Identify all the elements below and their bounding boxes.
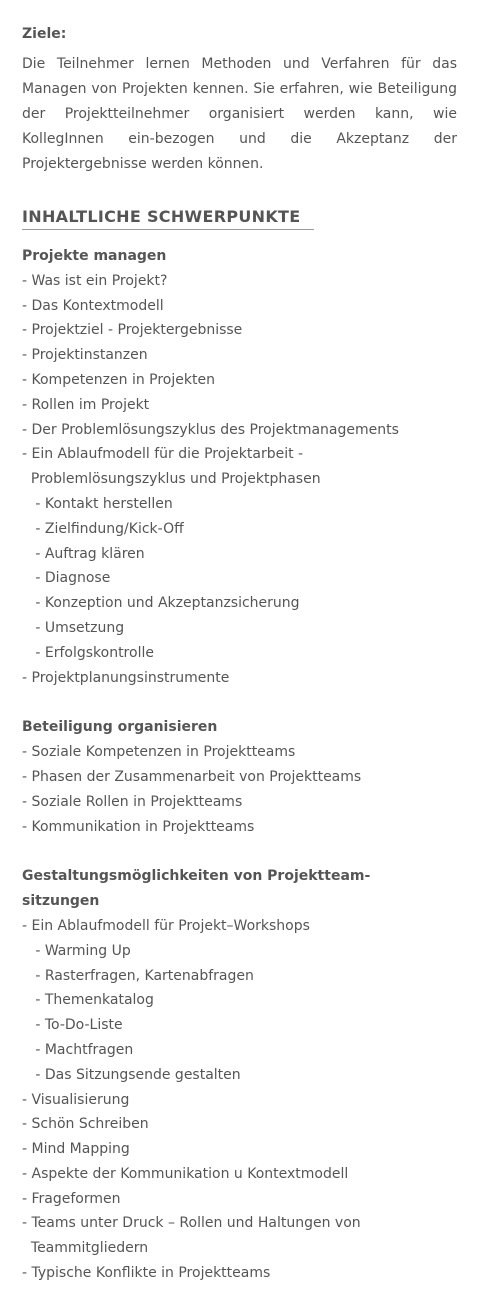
topic-group: [22, 244, 457, 690]
list-item: Problemlösungszyklus und Projektphasen: [22, 471, 321, 488]
list-item: - Frageformen: [22, 1190, 121, 1207]
list-item: - Rasterfragen, Kartenabfragen: [22, 967, 254, 984]
list-item: - Das Kontextmodell: [22, 297, 164, 314]
topic-group: [22, 864, 457, 1286]
list-item: - To-Do-Liste: [22, 1017, 123, 1034]
list-item: Teammitgliedern: [22, 1240, 149, 1257]
list-item: - Mind Mapping: [22, 1141, 130, 1158]
list-item: - Soziale Rollen in Projektteams: [22, 793, 243, 810]
list-item: - Projektziel - Projektergebnisse: [22, 322, 243, 339]
list-item: - Warming Up: [22, 942, 131, 959]
list-item: - Das Sitzungsende gestalten: [22, 1066, 241, 1083]
list-item: - Teams unter Druck – Rollen und Haltungen von: [22, 1215, 361, 1232]
list-item: - Machtfragen: [22, 1041, 134, 1058]
list-item: - Rollen im Projekt: [22, 396, 150, 413]
list-item: - Typische Konflikte in Projektteams: [22, 1265, 271, 1282]
list-item: - Zielfindung/Kick-Off: [22, 520, 184, 537]
group-title: Gestaltungsmöglichkeiten von Projektteam- sitzungen: [22, 868, 371, 910]
list-item: - Diagnose: [22, 570, 111, 587]
list-item: - Soziale Kompetenzen in Projektteams: [22, 744, 296, 761]
list-item: - Themenkatalog: [22, 992, 154, 1009]
list-item: - Ein Ablaufmodell für Projekt–Workshops: [22, 917, 310, 934]
group-title: Projekte managen: [22, 248, 167, 264]
topic-list: [22, 914, 457, 1286]
list-item: - Ein Ablaufmodell für die Projektarbeit -: [22, 446, 304, 463]
goals-text: Die Teilnehmer lernen Methoden und Verfahren für das Managen von Projekten kennen. Sie erfahren, wie Beteiligung der Projektteilnehmer organisiert werden kann, wie KollegInnen ein-bezogen und die Akzeptanz der Projektergebnisse werden können.: [22, 56, 457, 172]
topic-list: [22, 740, 457, 839]
list-item: - Aspekte der Kommunikation u Kontextmodell: [22, 1165, 349, 1182]
list-item: - Projektplanungsinstrumente: [22, 669, 230, 686]
list-item: - Schön Schreiben: [22, 1116, 149, 1133]
list-item: - Der Problemlösungszyklus des Projektmanagements: [22, 421, 399, 438]
topic-group: [22, 715, 457, 839]
list-item: - Erfolgskontrolle: [22, 644, 154, 661]
list-item: - Was ist ein Projekt?: [22, 272, 168, 289]
goals-section: [22, 22, 457, 177]
list-item: - Visualisierung: [22, 1091, 130, 1108]
section-title: INHALTLICHE SCHWERPUNKTE: [22, 207, 314, 230]
list-item: - Konzeption und Akzeptanzsicherung: [22, 595, 300, 612]
list-item: - Umsetzung: [22, 619, 125, 636]
list-item: - Auftrag klären: [22, 545, 145, 562]
goals-heading: Ziele:: [22, 26, 67, 42]
list-item: - Kommunikation in Projektteams: [22, 818, 255, 835]
list-item: - Phasen der Zusammenarbeit von Projektteams: [22, 768, 362, 785]
list-item: - Projektinstanzen: [22, 347, 148, 364]
list-item: - Kontakt herstellen: [22, 495, 173, 512]
topic-groups: [22, 244, 457, 1286]
group-title: Beteiligung organisieren: [22, 719, 218, 736]
topic-list: [22, 269, 457, 691]
list-item: - Kompetenzen in Projekten: [22, 371, 215, 388]
